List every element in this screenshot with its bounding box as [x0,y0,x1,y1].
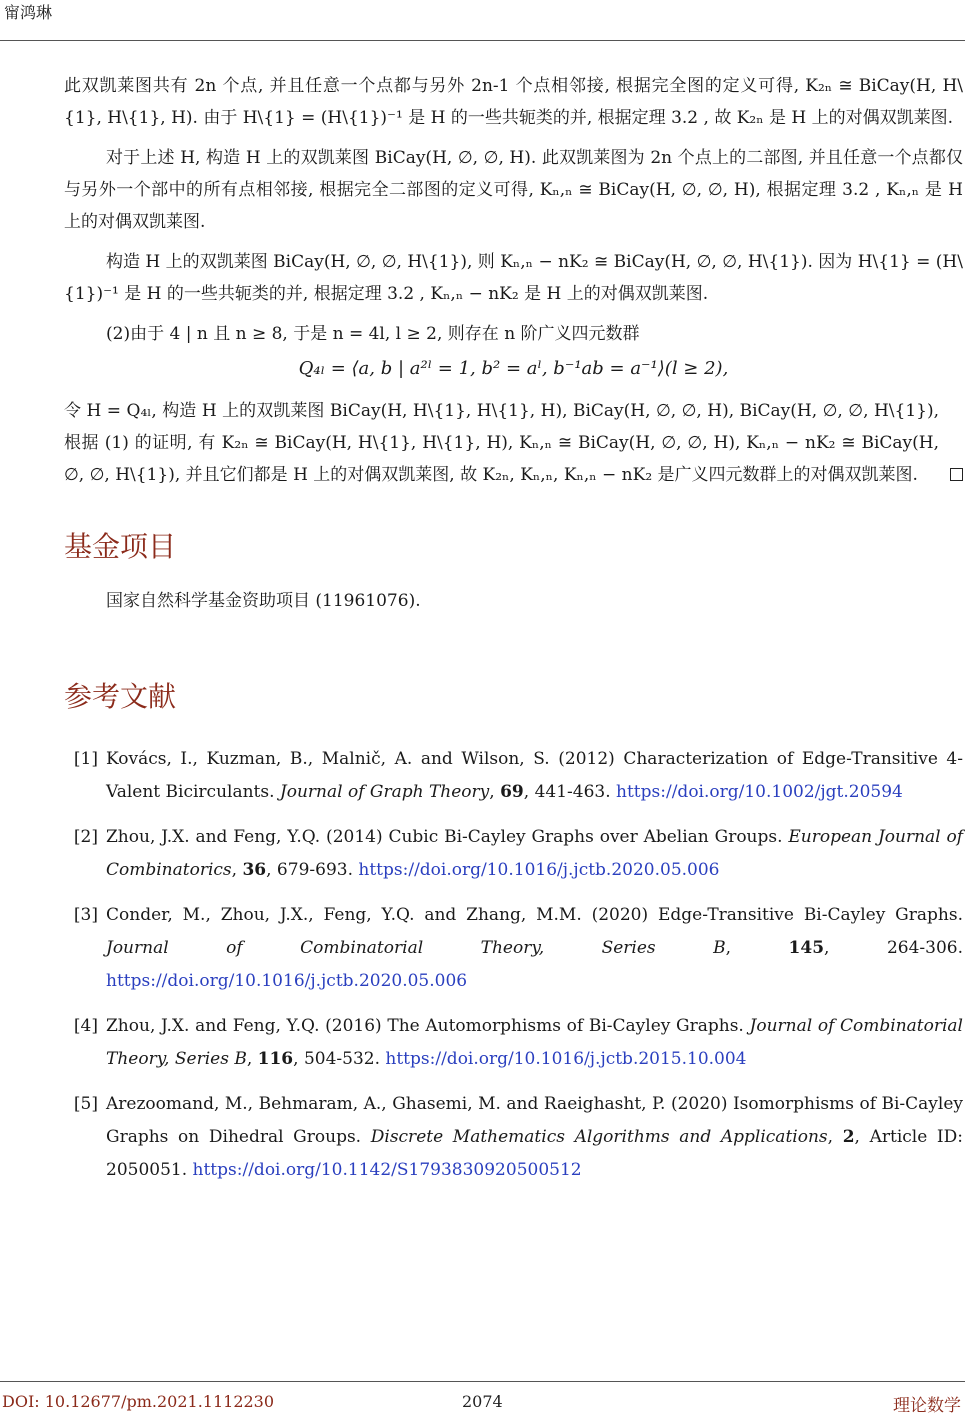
reference-doi-link[interactable]: https://doi.org/10.1142/S1793830920500512 [192,1160,582,1180]
footer-rule [0,1381,965,1382]
paragraph-4: (2)由于 4 | n 且 n ≥ 8, 于是 n = 4l, l ≥ 2, 则存在 n 阶广义四元数群 [106,324,640,344]
reference-authors: Zhou, J.X. and Feng, Y.Q. (2014) Cubic Bi-Cayley Graphs over Abelian Groups. [106,827,783,847]
running-head-author: 甯鸿琳 [4,3,53,22]
reference-number: [1] [73,749,98,769]
reference-number: [2] [73,827,98,847]
reference-authors: Conder, M., Zhou, J.X., Feng, Y.Q. and Zhang, M.M. (2020) Edge-Transitive Bi-Cayley Graphs. [106,905,963,925]
header-rule [0,40,965,41]
funding-text: 国家自然科学基金资助项目 (11961076). [106,591,421,611]
reference-number: [5] [73,1094,98,1114]
reference-volume: 69 [500,782,524,802]
reference-pages: , 504-532. [293,1049,380,1069]
reference-list [64,743,963,1187]
reference-volume: 2 [842,1127,855,1147]
reference-doi-link[interactable]: https://doi.org/10.1016/j.jctb.2020.05.006 [358,860,720,880]
reference-authors: Arezoomand, M., Behmaram, A., Ghasemi, M. and Raeighasht, P. (2020) Isomorphisms of Bi-Cayley Graphs on Dihedral Groups. [106,1094,963,1147]
reference-journal: Journal of Graph Theory [279,782,490,802]
paragraph-3: 构造 H 上的双凯莱图 BiCay(H, ∅, ∅, H\{1}), 则 Kₙ,ₙ − nK₂ ≅ BiCay(H, ∅, ∅, H\{1}). 因为 H\{1} = (H\{1})⁻¹ 是 H 的一些共轭类的并, 根据定理 3.2 , Kₙ,ₙ − nK₂ 是 H 上的对偶双凯莱图. [64,252,963,304]
reference-item [64,899,963,998]
footer-page-number: 2074 [462,1392,503,1411]
reference-number: [4] [73,1016,98,1036]
reference-volume: 116 [257,1049,294,1069]
reference-journal: Discrete Mathematics Algorithms and Applications [370,1127,828,1147]
reference-item [64,821,963,887]
reference-pages: , 679-693. [266,860,353,880]
reference-item [64,1088,963,1187]
reference-item [64,1010,963,1076]
reference-body: Kovács, I., Kuzman, B., Malnič, A. and Wilson, S. (2012) Characterization of Edge-Transitive 4-Valent Bicirculants. Journal of Graph Theory, 69, 441-463. https://doi.org/10.1002/jgt.20594 [106,749,963,802]
reference-pages: , 264-306. [824,938,963,958]
reference-journal: Journal of Combinatorial Theory, Series B [106,1016,963,1069]
reference-authors: Zhou, J.X. and Feng, Y.Q. (2016) The Automorphisms of Bi-Cayley Graphs. [106,1016,744,1036]
reference-doi-link[interactable]: https://doi.org/10.1016/j.jctb.2020.05.006 [106,971,468,991]
reference-volume: 145 [788,938,825,958]
reference-pages: , Article ID: 2050051. [106,1127,963,1180]
reference-number: [3] [73,905,98,925]
reference-body: Conder, M., Zhou, J.X., Feng, Y.Q. and Zhang, M.M. (2020) Edge-Transitive Bi-Cayley Graphs. Journal of Combinatorial Theory, Series B, 145, 264-306. https://doi.org/10.1016/j.jctb.2020.05.006 [106,905,963,991]
reference-volume: 36 [242,860,267,880]
display-equation: Q₄ₗ = ⟨a, b | a²ˡ = 1, b² = aˡ, b⁻¹ab = a⁻¹⟩(l ≥ 2), [298,358,729,379]
reference-journal: Journal of Combinatorial Theory, Series B [106,938,726,958]
reference-body: Zhou, J.X. and Feng, Y.Q. (2016) The Automorphisms of Bi-Cayley Graphs. Journal of Combinatorial Theory, Series B, 116, 504-532. https://doi.org/10.1016/j.jctb.2015.10.004 [106,1016,963,1069]
footer-doi[interactable]: DOI: 10.12677/pm.2021.1112230 [2,1392,275,1411]
reference-doi-link[interactable]: https://doi.org/10.1002/jgt.20594 [616,782,903,802]
reference-doi-link[interactable]: https://doi.org/10.1016/j.jctb.2015.10.004 [385,1049,747,1069]
qed-square-icon [950,468,963,481]
reference-authors: Kovács, I., Kuzman, B., Malnič, A. and Wilson, S. (2012) Characterization of Edge-Transitive 4-Valent Bicirculants. [106,749,963,802]
reference-journal: European Journal of Combinatorics [106,827,963,880]
paragraph-5: 令 H = Q₄ₗ, 构造 H 上的双凯莱图 BiCay(H, H\{1}, H\{1}, H), BiCay(H, ∅, ∅, H), BiCay(H, ∅, ∅, H\{1}), 根据 (1) 的证明, 有 K₂ₙ ≅ BiCay(H, H\{1}, H\{1}, H), Kₙ,ₙ ≅ BiCay(H, ∅, ∅, H), Kₙ,ₙ − nK₂ ≅ BiCay(H, ∅, ∅, H\{1}), 并且它们都是 H 上的对偶双凯莱图, 故 K₂ₙ, Kₙ,ₙ, Kₙ,ₙ − nK₂ 是广义四元数群上的对偶双凯莱图. [64,401,939,485]
reference-item [64,743,963,809]
reference-body: Arezoomand, M., Behmaram, A., Ghasemi, M. and Raeighasht, P. (2020) Isomorphisms of Bi-Cayley Graphs on Dihedral Groups. Discrete Mathematics Algorithms and Applications, 2, Article ID: 2050051. https://doi.org/10.1142/S1793830920500512 [106,1094,963,1180]
proof-conclusion [64,395,963,491]
reference-body: Zhou, J.X. and Feng, Y.Q. (2014) Cubic Bi-Cayley Graphs over Abelian Groups. European Journal of Combinatorics, 36, 679-693. https://doi.org/10.1016/j.jctb.2020.05.006 [106,827,963,880]
reference-pages: , 441-463. [523,782,611,802]
paragraph-2: 对于上述 H, 构造 H 上的双凯莱图 BiCay(H, ∅, ∅, H). 此双凯莱图为 2n 个点上的二部图, 并且任意一个点都仅与另外一个部中的所有点相邻接, 根据完全二部图的定义可得, Kₙ,ₙ ≅ BiCay(H, ∅, ∅, H), 根据定理 3.2 , Kₙ,ₙ 是 H 上的对偶双凯莱图. [64,148,963,232]
references-heading: 参考文献 [64,680,177,713]
paragraph-1: 此双凯莱图共有 2n 个点, 并且任意一个点都与另外 2n-1 个点相邻接, 根据完全图的定义可得, K₂ₙ ≅ BiCay(H, H\{1}, H\{1}, H). 由于 H\{1} = (H\{1})⁻¹ 是 H 的一些共轭类的并, 根据定理 3.2 , 故 K₂ₙ 是 H 上的对偶双凯莱图. [64,76,963,128]
footer-journal-name: 理论数学 [893,1396,961,1416]
main-content [64,70,963,1199]
funding-heading: 基金项目 [64,530,177,563]
